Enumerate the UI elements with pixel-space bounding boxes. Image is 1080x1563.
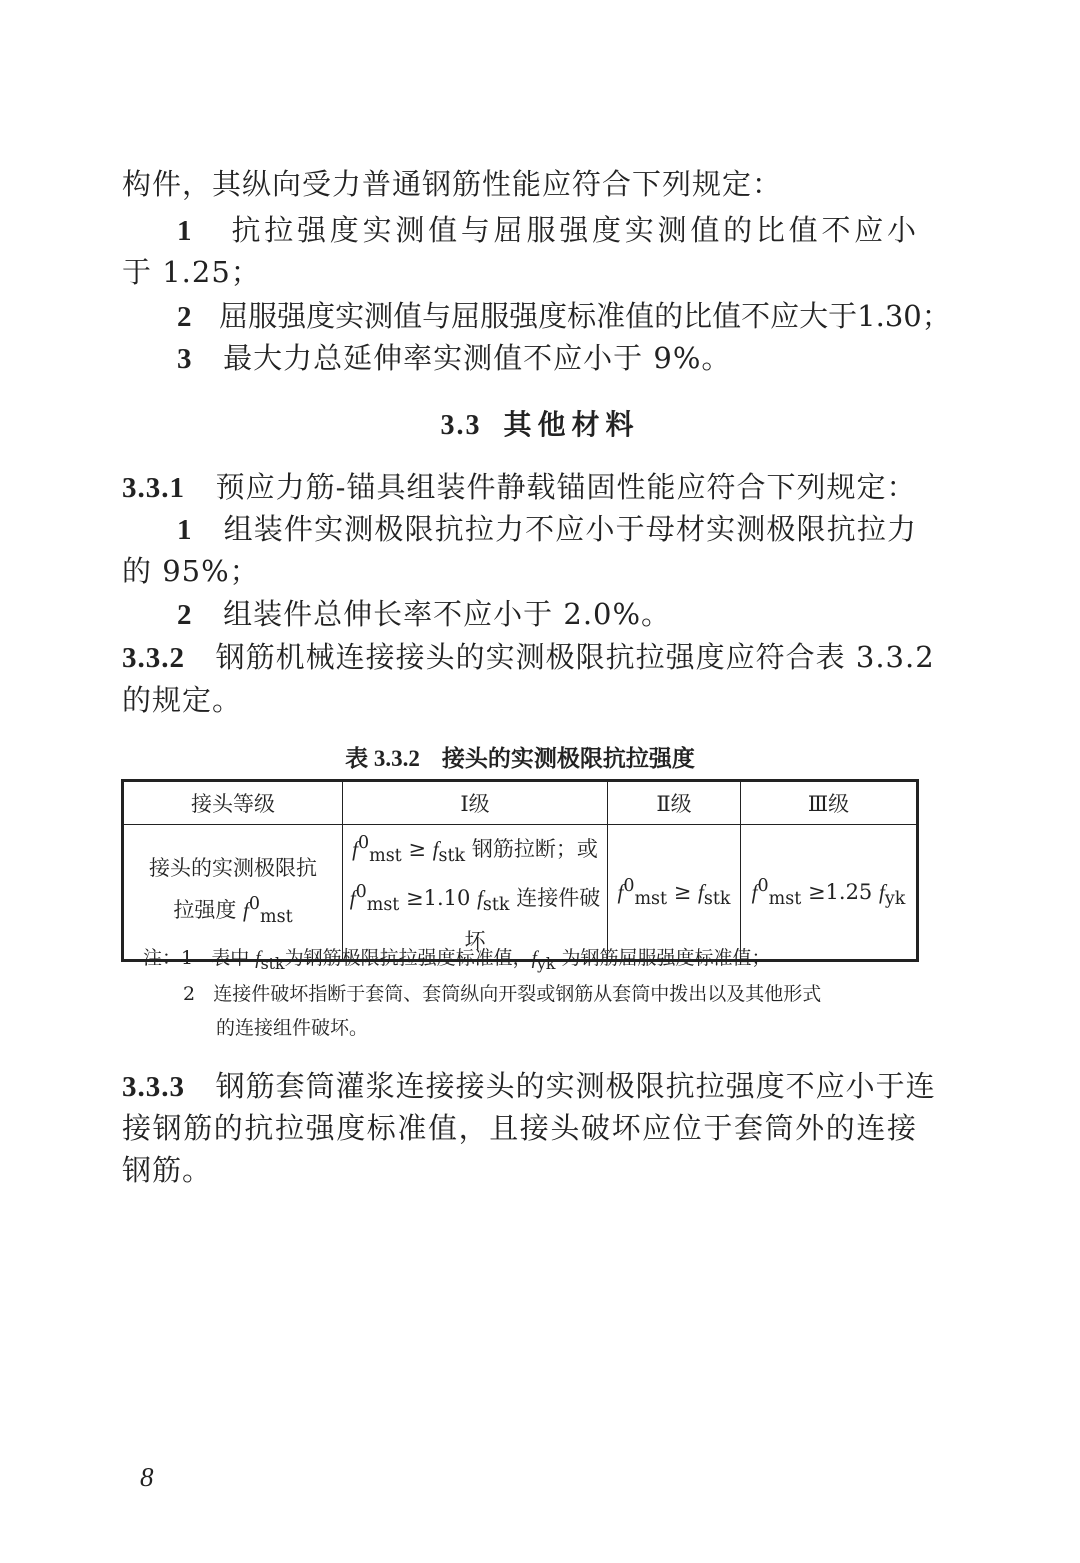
- paragraph-line: 构件，其纵向受力普通钢筋性能应符合下列规定：: [122, 167, 783, 201]
- clause-3-3-1-item-1-cont: 的 95%；: [122, 554, 260, 588]
- row-label-cell: 接头的实测极限抗 拉强度 $f^0_{mst}$: [123, 825, 343, 961]
- table-row: [123, 825, 918, 961]
- page-number: 8: [140, 1462, 154, 1492]
- item-number: 3: [177, 343, 193, 375]
- section-title: 其他材料: [503, 408, 640, 441]
- clause-3-3-3-cont-2: 钢筋。: [122, 1153, 213, 1187]
- clause-3-3-2-cont: 的规定。: [122, 683, 243, 717]
- header-cell: Ⅱ级: [608, 781, 741, 825]
- list-item-2: 2 屈服强度实测值与屈服强度标准值的比值不应大于1.30；: [177, 299, 951, 333]
- clause-3-3-3: 3.3.3 钢筋套筒灌浆连接接头的实测极限抗拉强度不应小于连: [122, 1069, 936, 1103]
- joint-strength-table: [121, 779, 919, 962]
- grade-2-cell: $f^0_{mst} \ge f_{stk}$: [608, 825, 741, 961]
- list-item-3: 3 最大力总延伸率实测值不应小于 9%。: [177, 341, 732, 375]
- item-number: 1: [177, 215, 193, 247]
- section-number: 3.3: [440, 410, 482, 441]
- table-header-row: [123, 781, 918, 825]
- header-cell: Ⅲ级: [741, 781, 918, 825]
- clause-3-3-1-item-1: 1 组装件实测极限抗拉力不应小于母材实测极限抗拉力: [177, 512, 917, 546]
- table-note-2: 2 连接件破坏指断于套筒、套筒纵向开裂或钢筋从套筒中拨出以及其他形式: [183, 983, 822, 1005]
- list-item-1-cont: 于 1.25；: [122, 255, 261, 289]
- clause-3-3-1: 3.3.1 预应力筋-锚具组装件静载锚固性能应符合下列规定：: [122, 470, 917, 504]
- clause-3-3-2: 3.3.2 钢筋机械连接接头的实测极限抗拉强度应符合表 3.3.2: [122, 640, 935, 674]
- clause-number: 3.3.3: [122, 1071, 185, 1103]
- header-cell: 接头等级: [123, 781, 343, 825]
- list-item-1: 1 抗拉强度实测值与屈服强度实测值的比值不应小: [177, 213, 917, 247]
- item-number: 2: [177, 599, 193, 631]
- clause-number: 3.3.2: [122, 642, 185, 674]
- clause-number: 3.3.1: [122, 472, 185, 504]
- table-caption: 表 3.3.2 接头的实测极限抗拉强度: [345, 746, 695, 772]
- clause-3-3-1-item-2: 2 组装件总伸长率不应小于 2.0%。: [177, 597, 672, 631]
- table-note-2-cont: 的连接组件破坏。: [216, 1017, 369, 1039]
- header-cell: Ⅰ级: [343, 781, 608, 825]
- clause-3-3-3-cont: 接钢筋的抗拉强度标准值，且接头破坏应位于套筒外的连接: [122, 1111, 917, 1145]
- grade-3-cell: $f^0_{mst} \ge 1.25$ $f_{yk}$: [741, 825, 918, 961]
- section-heading: [0, 403, 1080, 443]
- table-note-1: 注：1 表中 $f_{stk}$为钢筋极限抗拉强度标准值，$f_{yk}$ 为钢筋屈服强度标准值；: [143, 947, 771, 973]
- item-number: 1: [177, 514, 193, 546]
- grade-1-cell: $f^0_{mst} \ge f_{stk}$ 钢筋拉断；或 $f^0_{mst} \ge 1.10$ $f_{stk}$ 连接件破坏: [343, 825, 608, 961]
- item-number: 2: [177, 301, 192, 333]
